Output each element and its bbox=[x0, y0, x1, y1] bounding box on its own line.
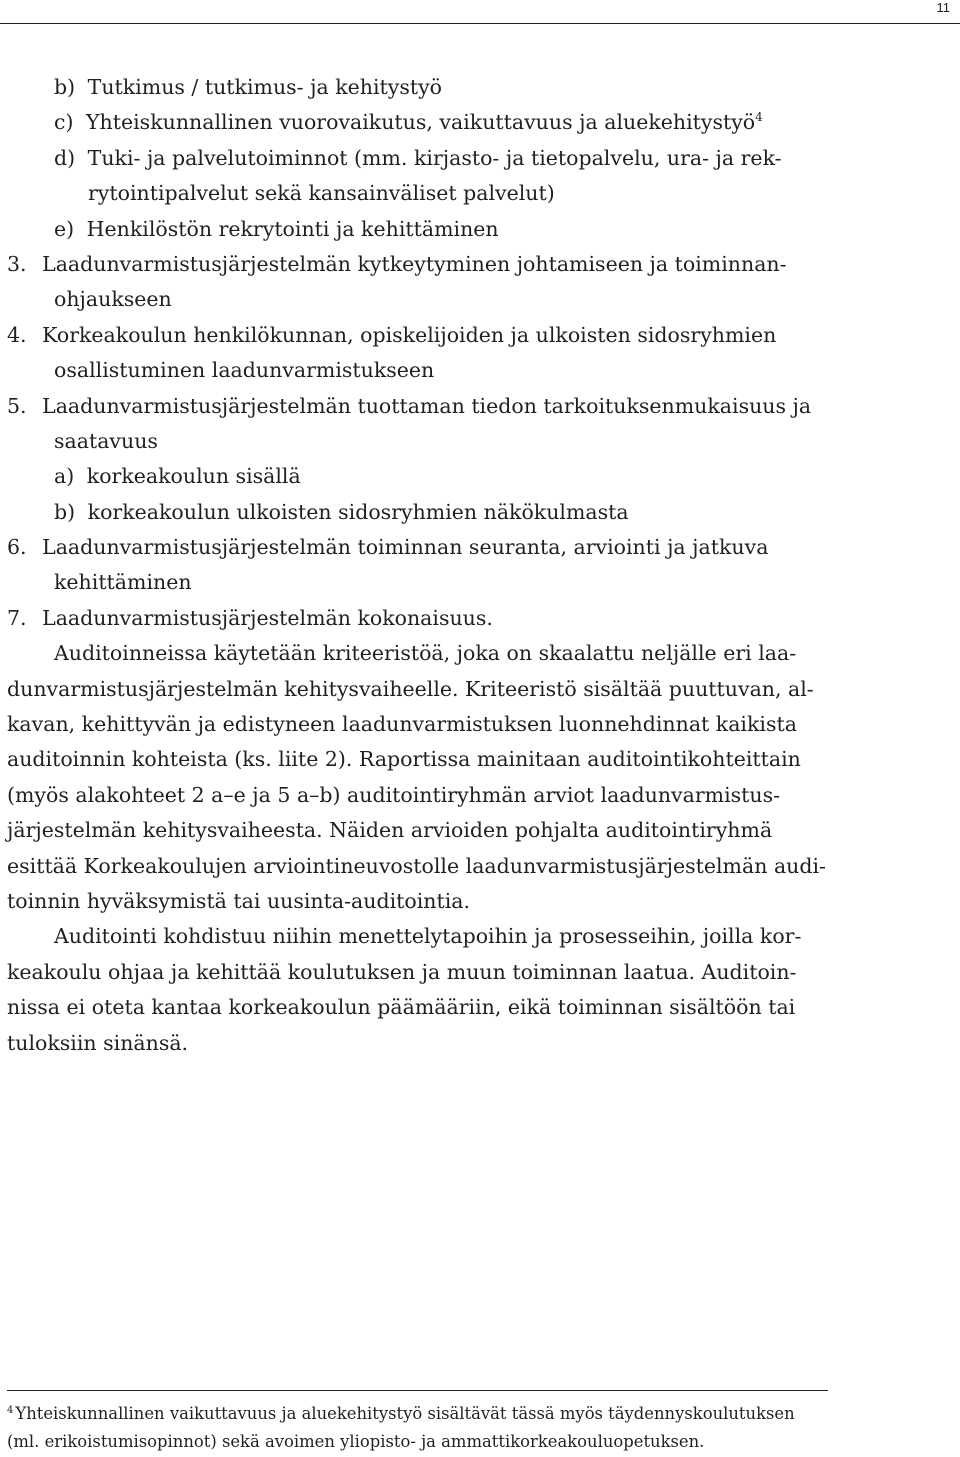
footnote-line: (ml. erikoistumisopinnot) sekä avoimen yliopisto- ja ammattikorkeakouluopetuksen. bbox=[7, 1431, 705, 1451]
footnote-rule bbox=[7, 1390, 828, 1391]
paragraph-1-line: Auditoinneissa käytetään kriteeristöä, joka on skaalattu neljälle eri laa- bbox=[54, 641, 797, 666]
paragraph-1-line: auditoinnin kohteista (ks. liite 2). Raportissa mainitaan auditointikohteittain bbox=[7, 747, 801, 772]
paragraph-2-line: tuloksiin sinänsä. bbox=[7, 1030, 189, 1055]
list-item-d: d) Tuki- ja palvelutoiminnot (mm. kirjasto- ja tietopalvelu, ura- ja rek- bbox=[54, 145, 782, 170]
paragraph-1-line: toinnin hyväksymistä tai uusinta-auditointia. bbox=[7, 888, 471, 913]
footnote-marker: 4 bbox=[7, 1404, 14, 1416]
list-item-6-cont: kehittäminen bbox=[54, 570, 192, 595]
list-item-b: b) Tutkimus / tutkimus- ja kehitystyö bbox=[54, 75, 443, 99]
footnote-line: $^4$ Yhteiskunnallinen vaikuttavuus ja aluekehitystyö sisältävät tässä myös täydennyskoulutuksen bbox=[7, 1404, 795, 1423]
list-item-e: e) Henkilöstön rekrytointi ja kehittäminen bbox=[54, 216, 499, 241]
paragraph-2 bbox=[7, 919, 828, 1061]
paragraph-1-line: kavan, kehittyvän ja edistyneen laadunvarmistuksen luonnehdinnat kaikista bbox=[7, 712, 797, 737]
list-item-5: 5. Laadunvarmistusjärjestelmän tuottaman tiedon tarkoituksenmukaisuus ja bbox=[7, 393, 812, 418]
list-item-6: 6. Laadunvarmistusjärjestelmän toiminnan seuranta, arviointi ja jatkuva bbox=[7, 535, 769, 560]
footnote bbox=[7, 1400, 828, 1455]
paragraph-1-line: järjestelmän kehitysvaiheesta. Näiden arvioiden pohjalta auditointiryhmä bbox=[7, 818, 773, 843]
paragraph-1-line: esittää Korkeakoulujen arviointineuvostolle laadunvarmistusjärjestelmän audi- bbox=[7, 853, 826, 878]
list-item-5-cont: saatavuus bbox=[54, 428, 158, 453]
paragraph-2-line: keakoulu ohjaa ja kehittää koulutuksen ja muun toiminnan laatua. Auditoin- bbox=[7, 959, 797, 984]
list-item-4-cont: osallistuminen laadunvarmistukseen bbox=[54, 358, 435, 383]
paragraph-1 bbox=[7, 636, 828, 919]
list-item-5a: a) korkeakoulun sisällä bbox=[54, 464, 301, 489]
list-item-4: 4. Korkeakoulun henkilökunnan, opiskelijoiden ja ulkoisten sidosryhmien bbox=[7, 322, 777, 347]
list-item-3-cont: ohjaukseen bbox=[54, 287, 172, 312]
list-item-d-cont: rytointipalvelut sekä kansainväliset palvelut) bbox=[88, 181, 555, 206]
header-rule bbox=[0, 23, 960, 24]
page-number: 11 bbox=[936, 0, 950, 15]
paragraph-2-line: nissa ei oteta kantaa korkeakoulun päämääriin, eikä toiminnan sisältöön tai bbox=[7, 995, 796, 1020]
paragraph-1-line: (myös alakohteet 2 a–e ja 5 a–b) auditointiryhmän arviot laadunvarmistus- bbox=[7, 782, 781, 807]
footnote-ref: 4 bbox=[755, 110, 763, 125]
paragraph-1-line: dunvarmistusjärjestelmän kehitysvaiheelle. Kriteeristö sisältää puuttuvan, al- bbox=[7, 676, 814, 701]
list-item-c: c) Yhteiskunnallinen vuorovaikutus, vaikuttavuus ja aluekehitystyö$^4$ bbox=[54, 110, 763, 135]
body-text bbox=[7, 70, 828, 1061]
list-item-7: 7. Laadunvarmistusjärjestelmän kokonaisuus. bbox=[7, 605, 493, 630]
paragraph-2-line: Auditointi kohdistuu niihin menettelytapoihin ja prosesseihin, joilla kor- bbox=[54, 924, 802, 949]
list-item-5b: b) korkeakoulun ulkoisten sidosryhmien näkökulmasta bbox=[54, 499, 629, 524]
list-item-3: 3. Laadunvarmistusjärjestelmän kytkeytyminen johtamiseen ja toiminnan- bbox=[7, 251, 787, 276]
